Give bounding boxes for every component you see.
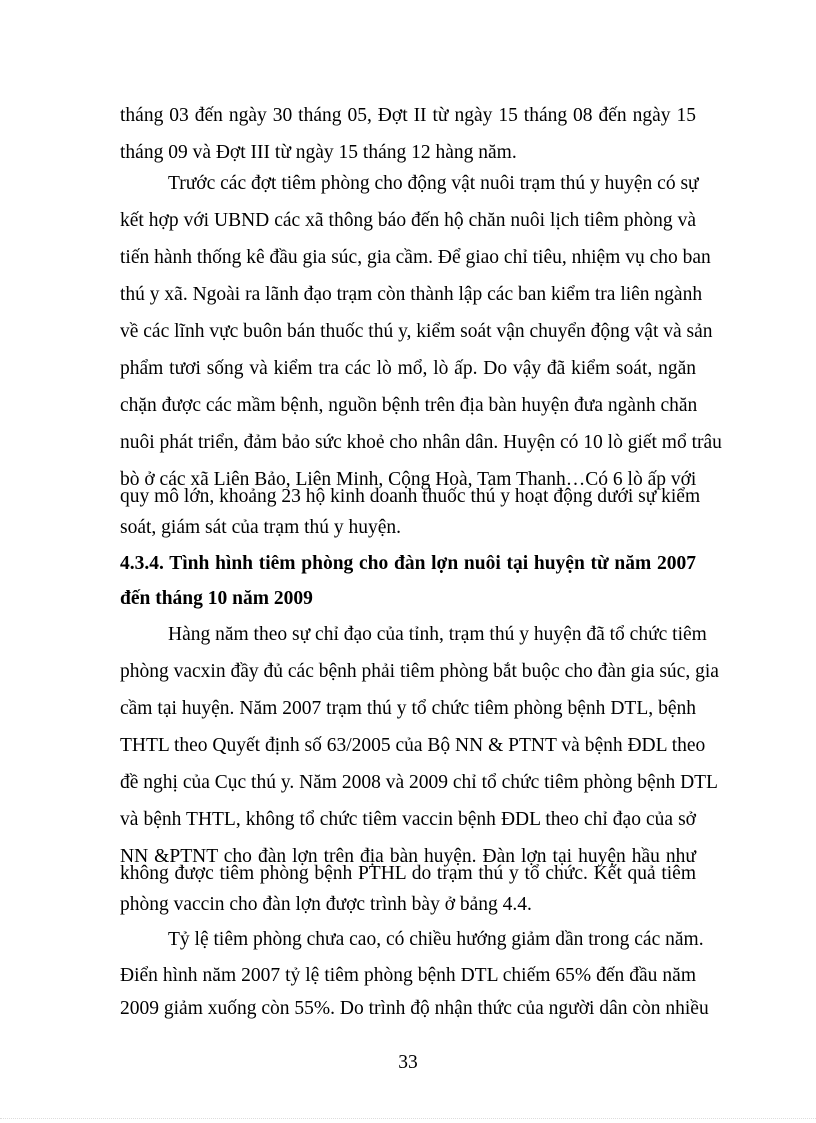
page-edge-divider [0, 1118, 816, 1119]
text-line: phẩm tươi sống và kiểm tra các lò mổ, lò ấp. Do vậy đã kiểm soát, ngăn [120, 358, 696, 379]
text-line: chặn được các mầm bệnh, nguồn bệnh trên địa bàn huyện đưa ngành chăn [120, 395, 698, 416]
text-line: đề nghị của Cục thú y. Năm 2008 và 2009 chỉ tổ chức tiêm phòng bệnh DTL [120, 772, 718, 793]
text-line: kết hợp với UBND các xã thông báo đến hộ chăn nuôi lịch tiêm phòng và [120, 210, 696, 231]
text-line: và bệnh THTL, không tổ chức tiêm vaccin bệnh ĐDL theo chỉ đạo của sở [120, 809, 696, 830]
page-number: 33 [398, 1052, 418, 1073]
text-line: tiến hành thống kê đầu gia súc, gia cầm. Để giao chỉ tiêu, nhiệm vụ cho ban [120, 247, 711, 268]
section-heading: 4.3.4. Tình hình tiêm phòng cho đàn lợn nuôi tại huyện từ năm 2007 [120, 553, 696, 574]
text-line: Trước các đợt tiêm phòng cho động vật nuôi trạm thú y huyện có sự [168, 173, 699, 194]
text-line: THTL theo Quyết định số 63/2005 của Bộ NN & PTNT và bệnh ĐDL theo [120, 735, 706, 756]
text-line: nuôi phát triển, đảm bảo sức khoẻ cho nhân dân. Huyện có 10 lò giết mổ trâu [120, 432, 722, 453]
text-line: Hàng năm theo sự chỉ đạo của tỉnh, trạm thú y huyện đã tổ chức tiêm [168, 624, 707, 645]
text-line: tháng 03 đến ngày 30 tháng 05, Đợt II từ ngày 15 tháng 08 đến ngày 15 [120, 105, 696, 126]
text-line: quy mô lớn, khoảng 23 hộ kinh doanh thuốc thú y hoạt động dưới sự kiểm [120, 486, 701, 507]
text-line: phòng vaccin cho đàn lợn được trình bày ở bảng 4.4. [120, 894, 532, 915]
text-line: không được tiêm phòng bệnh PTHL do trạm thú y tổ chức. Kết quả tiêm [120, 863, 696, 884]
text-line: Điển hình năm 2007 tỷ lệ tiêm phòng bệnh DTL chiếm 65% đến đầu năm [120, 965, 696, 986]
text-line: soát, giám sát của trạm thú y huyện. [120, 517, 402, 538]
text-line: Tỷ lệ tiêm phòng chưa cao, có chiều hướng giảm dần trong các năm. [168, 929, 704, 950]
text-line: phòng vacxin đầy đủ các bệnh phải tiêm phòng bắt buộc cho đàn gia súc, gia [120, 661, 719, 682]
text-line: NN &PTNT cho đàn lợn trên địa bàn huyện. Đàn lợn tại huyện hầu như [120, 846, 696, 867]
text-line: bò ở các xã Liên Bảo, Liên Minh, Cộng Hoà, Tam Thanh…Có 6 lò ấp với [120, 469, 697, 490]
text-line: thú y xã. Ngoài ra lãnh đạo trạm còn thành lập các ban kiểm tra liên ngành [120, 284, 703, 305]
text-line: cầm tại huyện. Năm 2007 trạm thú y tổ chức tiêm phòng bệnh DTL, bệnh [120, 698, 696, 719]
text-line: tháng 09 và Đợt III từ ngày 15 tháng 12 hàng năm. [120, 142, 517, 163]
section-heading: đến tháng 10 năm 2009 [120, 588, 313, 609]
text-line: về các lĩnh vực buôn bán thuốc thú y, kiểm soát vận chuyển động vật và sản [120, 321, 713, 342]
text-line: 2009 giảm xuống còn 55%. Do trình độ nhận thức của người dân còn nhiều [120, 998, 709, 1019]
